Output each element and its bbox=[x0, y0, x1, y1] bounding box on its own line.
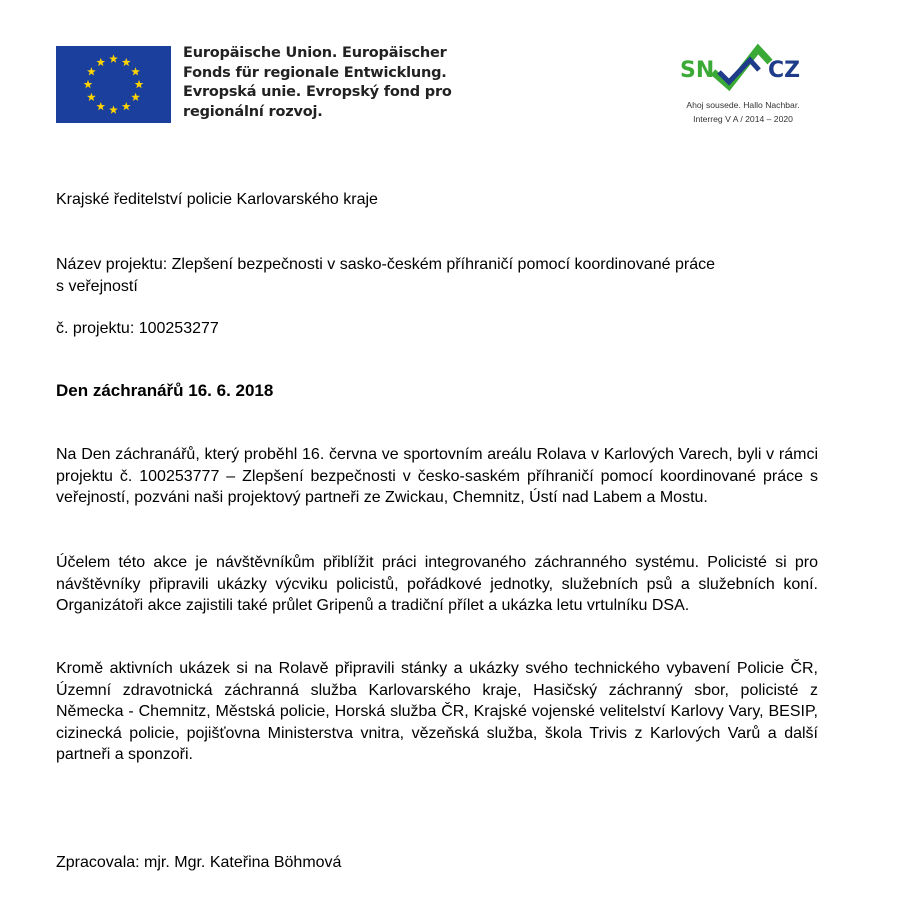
project-name-line: s veřejností bbox=[56, 277, 138, 295]
author-signature: Zpracovala: mjr. Mgr. Kateřina Böhmová bbox=[56, 854, 342, 871]
eu-logo-text bbox=[183, 44, 452, 122]
organization-name: Krajské ředitelství policie Karlovarského kraje bbox=[56, 191, 378, 208]
eu-logo-line: regionální rozvoj. bbox=[183, 103, 323, 120]
eu-logo-line: Europäische Union. Europäischer bbox=[183, 45, 447, 61]
sncz-emblem-icon bbox=[678, 42, 808, 94]
sncz-left-text: SN bbox=[680, 58, 715, 83]
body-paragraph: Kromě aktivních ukázek si na Rolavě připravili stánky a ukázky svého technického vybavení Policie ČR, Územní zdravotnická záchranná služba Karlovarského kraje, Hasičský záchranný sbor, policisté z Německa - Chemnitz, Městská policie, Horská služba ČR, Krajské vojenské velitelství Karlovy Vary, BESIP, cizinecká policie, pojišťovna Ministerstva vnitra, vězeňská služba, škola Trivis z Karlových Varů a další partneři a sponzoři. bbox=[56, 660, 818, 763]
project-name bbox=[56, 254, 818, 297]
sncz-program: Interreg V A / 2014 – 2020 bbox=[693, 114, 793, 124]
eu-logo-line: Fonds für regionale Entwicklung. bbox=[183, 64, 447, 81]
project-name-line: Název projektu: Zlepšení bezpečnosti v sasko-českém příhraničí pomocí koordinované práce bbox=[56, 256, 715, 273]
eu-flag-icon bbox=[56, 46, 171, 123]
sncz-tagline: Ahoj sousede. Hallo Nachbar. bbox=[686, 100, 800, 110]
interreg-sncz-logo bbox=[678, 42, 808, 132]
sncz-right-text: CZ bbox=[768, 58, 801, 83]
eu-logo-line: Evropská unie. Evropský fond pro bbox=[183, 84, 452, 100]
page-title: Den záchranářů 16. 6. 2018 bbox=[56, 381, 274, 400]
project-number: č. projektu: 100253277 bbox=[56, 320, 219, 337]
body-paragraph: Na Den záchranářů, který proběhl 16. června ve sportovním areálu Rolava v Karlových Varech, byli v rámci projektu č. 100253777 – Zlepšení bezpečnosti v česko-saském příhraničí pomocí koordinované práce s veřejností, pozváni naši projektový partneři ze Zwickau, Chemnitz, Ústí nad Labem a Mostu. bbox=[56, 446, 818, 506]
body-paragraph: Účelem této akce je návštěvníkům přiblížit práci integrovaného záchranného systému. Policisté si pro návštěvníky připravili ukázky výcviku policistů, pořádkové jednotky, služebních psů a služebních koní. Organizátoři akce zajistili také průlet Gripenů a tradiční přílet a ukázka letu vrtulníku DSA. bbox=[56, 554, 818, 614]
